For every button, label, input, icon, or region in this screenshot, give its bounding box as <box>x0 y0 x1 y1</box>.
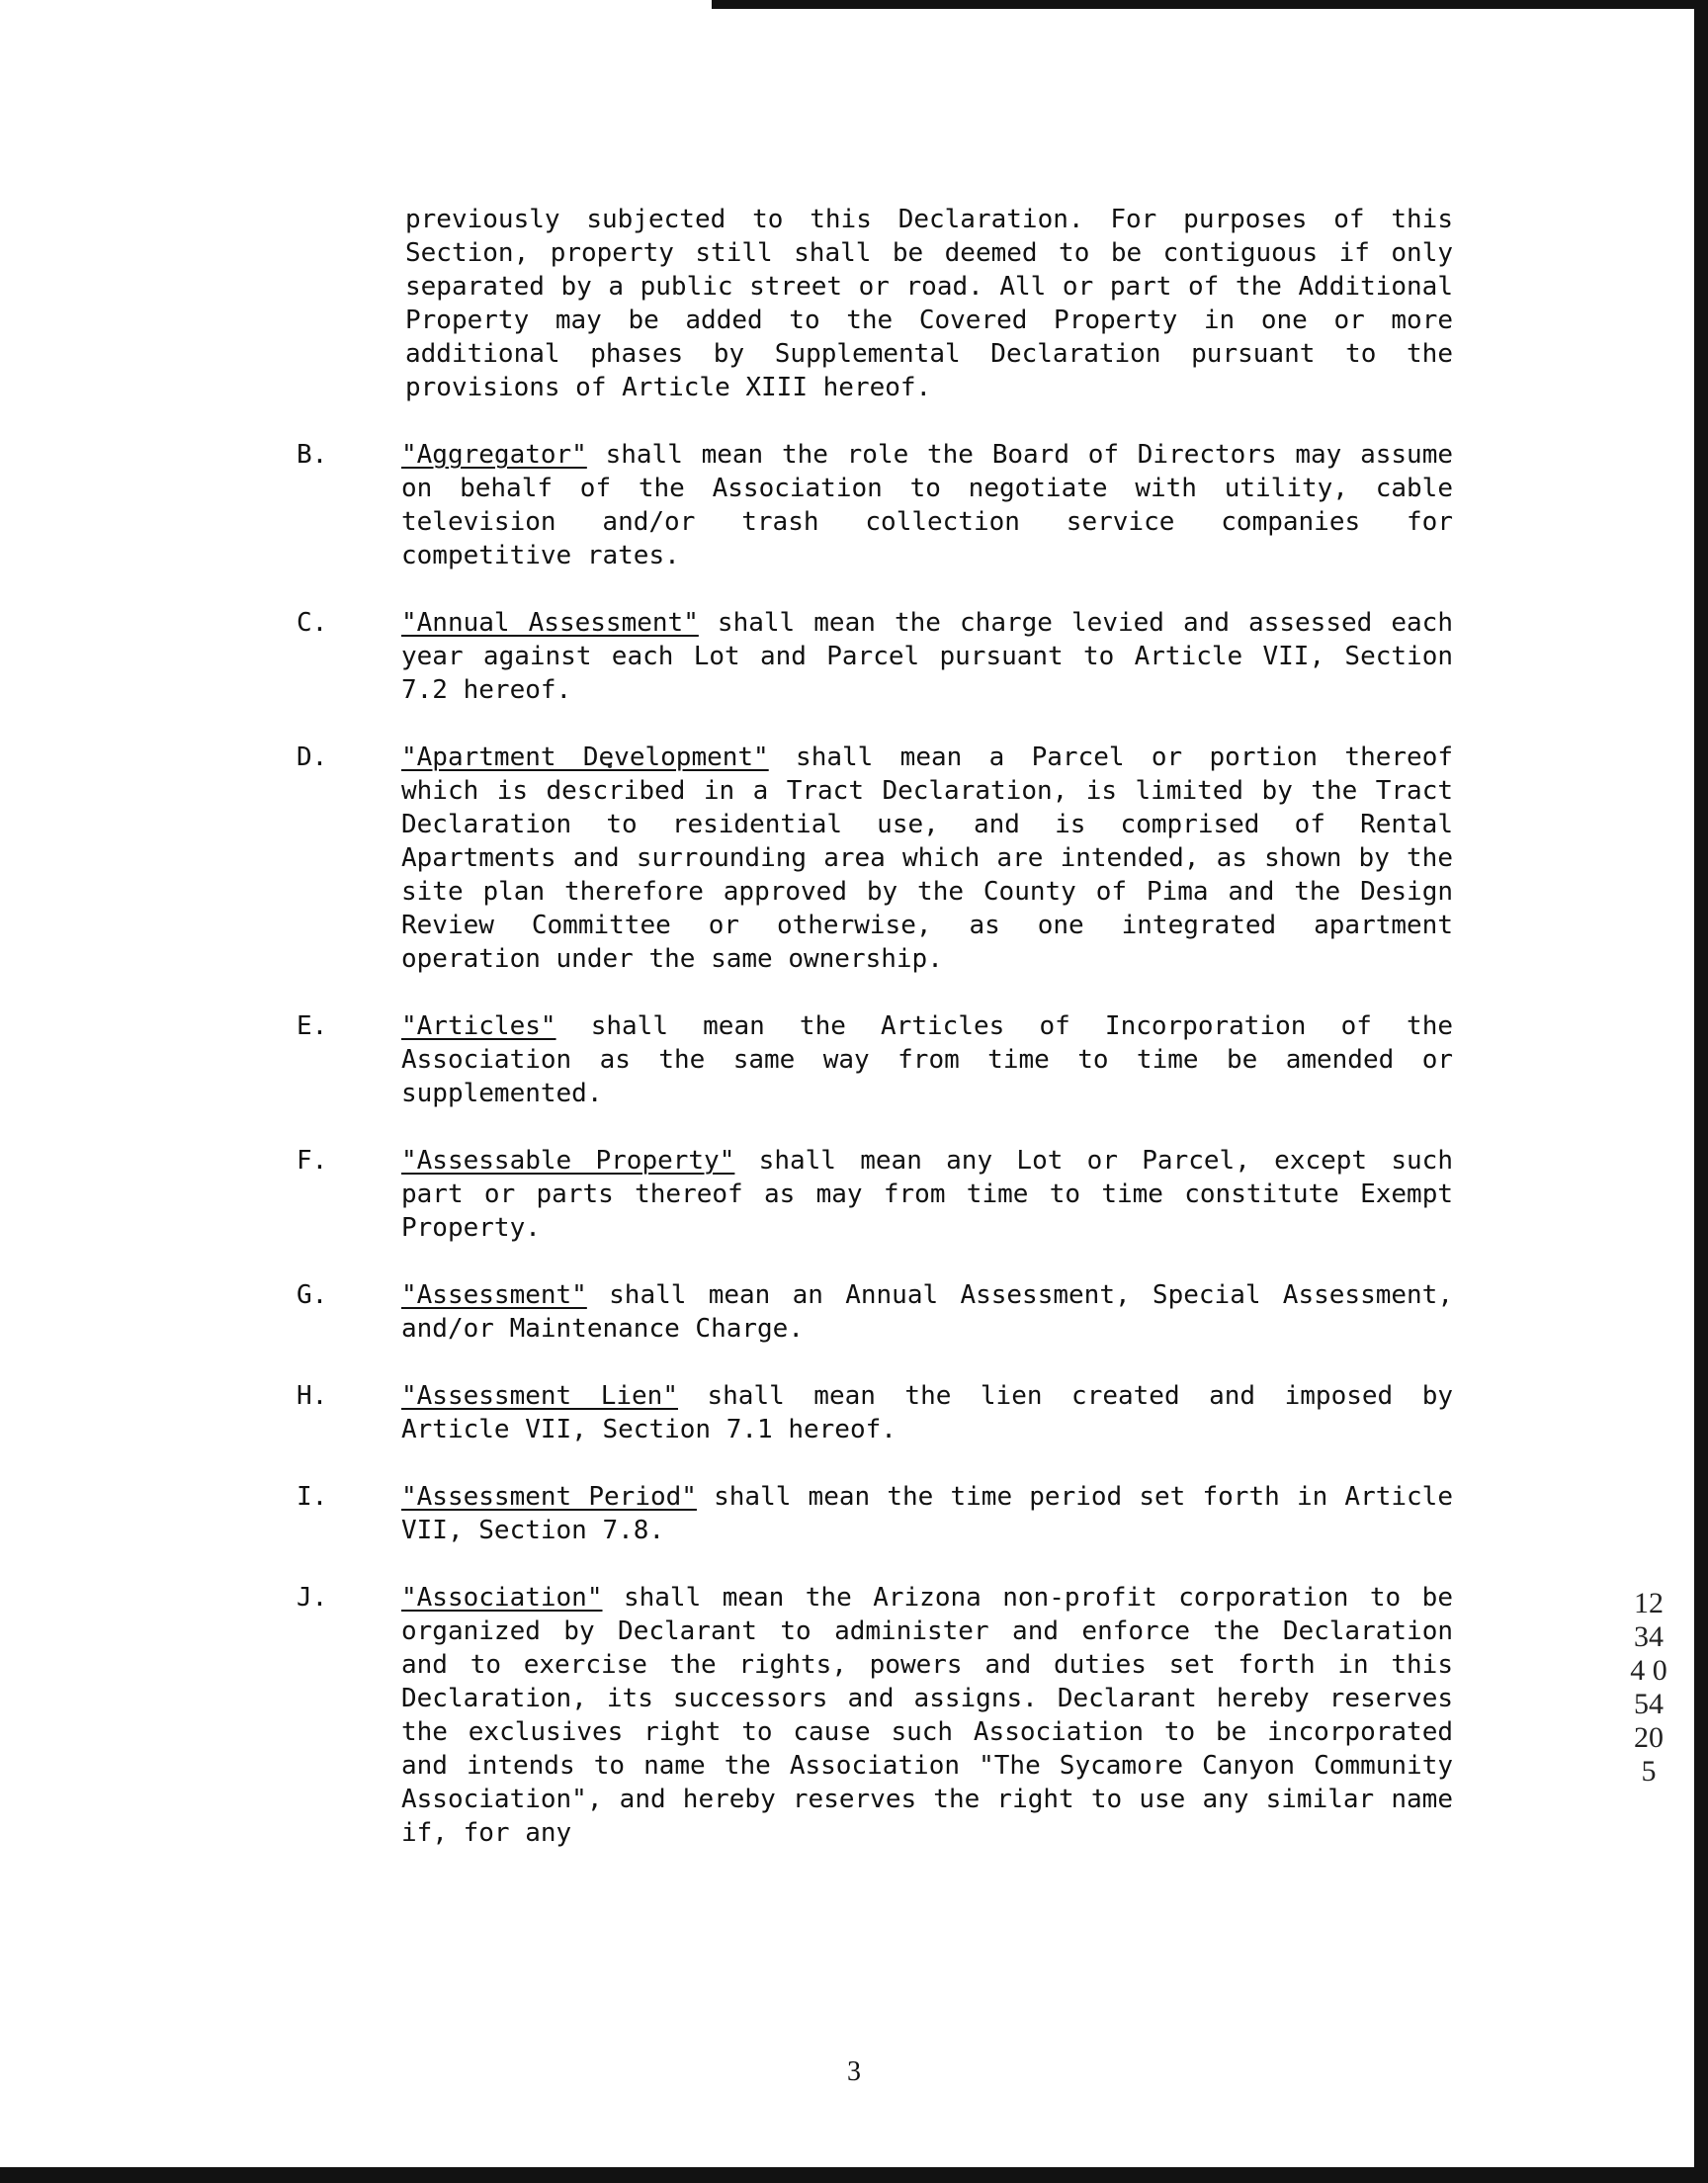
definition-letter: F. <box>297 1146 328 1176</box>
definition-body <box>401 606 1453 707</box>
definition-text: shall mean the role the Board of Directors may assume on behalf of the Association to negotiate with utility, cable television and/or trash collection service companies for competitive rates. <box>401 440 1453 570</box>
definition-letter: H. <box>297 1381 328 1411</box>
definition-letter: C. <box>297 608 328 638</box>
definition-term: "Apartment Development" <box>401 742 769 772</box>
definition-g <box>297 1278 1453 1346</box>
definition-h <box>297 1379 1453 1446</box>
scan-edge-bottom <box>0 2167 1708 2183</box>
definition-term: "Assessment Period" <box>401 1482 697 1512</box>
definition-text: shall mean the time period set forth in Article VII, Section 7.8. <box>401 1482 1453 1545</box>
scan-edge-top <box>712 0 1708 9</box>
definition-j <box>297 1581 1453 1850</box>
definition-i <box>297 1480 1453 1547</box>
definition-f <box>297 1144 1453 1245</box>
definition-d <box>297 741 1453 976</box>
definition-term: "Articles" <box>401 1011 556 1041</box>
definition-text: shall mean the lien created and imposed by Article VII, Section 7.1 hereof. <box>401 1381 1454 1444</box>
definition-term: "Assessment" <box>401 1280 587 1310</box>
definition-b <box>297 438 1453 572</box>
intro-paragraph: previously subjected to this Declaration. For purposes of this Section, property still shall be deemed to be contiguous if only separated by a public street or road. All or part of the Additional Property may be added to the Covered Property in one or more additional phases by Supplemental Declaration pursuant to the provisions of Article XIII hereof. <box>405 205 1469 402</box>
document-page <box>297 203 1469 1850</box>
definition-body <box>401 1379 1453 1446</box>
definition-body <box>401 1278 1453 1346</box>
definition-letter: I. <box>297 1482 328 1512</box>
definition-text: shall mean a Parcel or portion thereof which is described in a Tract Declaration, is limited by the Tract Declaration to residential use, and is comprised of Rental Apartments and surrounding area which are intended, as shown by the site plan therefore approved by the County of Pima and the Design Review Committee or otherwise, as one integrated apartment operation under the same ownership. <box>401 742 1453 974</box>
definition-e <box>297 1009 1453 1110</box>
definition-term: "Aggregator" <box>401 440 587 470</box>
definition-body <box>401 1009 1453 1110</box>
definition-term: "Annual Assessment" <box>401 608 699 638</box>
scan-edge-right <box>1694 0 1708 2183</box>
definition-letter: E. <box>297 1011 328 1041</box>
definition-body <box>401 741 1453 976</box>
definition-term: "Association" <box>401 1583 603 1613</box>
definition-letter: D. <box>297 742 328 772</box>
definition-body <box>401 1144 1453 1245</box>
definition-letter: G. <box>297 1280 328 1310</box>
definition-text: shall mean the charge levied and assessed each year against each Lot and Parcel pursuant to Article VII, Section 7.2 hereof. <box>401 608 1453 705</box>
definition-body <box>401 438 1453 572</box>
definition-letter: J. <box>297 1583 328 1613</box>
definition-text: shall mean any Lot or Parcel, except such part or parts thereof as may from time to time constitute Exempt Property. <box>401 1146 1453 1243</box>
definition-body <box>401 1480 1453 1547</box>
definition-text: shall mean the Articles of Incorporation of the Association as the same way from time to time be amended or supplemented. <box>401 1011 1453 1108</box>
definition-letter: B. <box>297 440 328 470</box>
definition-term: "Assessable Property" <box>401 1146 735 1176</box>
recording-number-stamp: 12344 05420 5 <box>1630 1587 1667 1788</box>
definition-body <box>401 1581 1453 1850</box>
definition-term: "Assessment Lien" <box>401 1381 678 1411</box>
definition-text: shall mean the Arizona non-profit corporation to be organized by Declarant to administer and enforce the Declaration and to exercise the rights, powers and duties set forth in this Declaration, its successors and assigns. Declarant hereby reserves the exclusives right to cause such Association to be incorporated and intends to name the Association "The Sycamore Canyon Community Association", and hereby reserves the right to use any similar name if, for any <box>401 1583 1453 1848</box>
definition-text: shall mean an Annual Assessment, Special Assessment, and/or Maintenance Charge. <box>401 1280 1453 1344</box>
definition-c <box>297 606 1453 707</box>
page-number: 3 <box>847 2056 861 2087</box>
